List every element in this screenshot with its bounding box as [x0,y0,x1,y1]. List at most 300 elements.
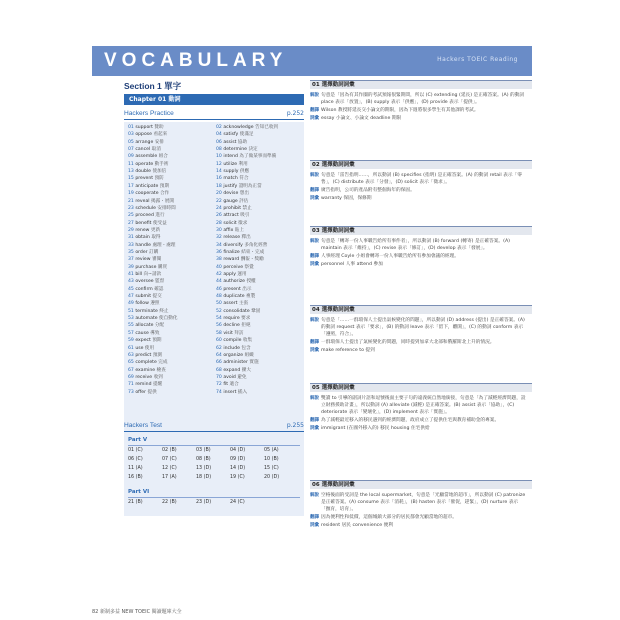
item-word: apply [223,272,238,277]
item-meaning: 監督 [155,279,165,285]
item-word: cancel [135,147,152,153]
item-word: allocate [135,323,155,329]
item-number: 16 [216,176,224,182]
item-number: 48 [216,294,224,300]
practice-item [216,176,249,182]
item-meaning: 為了做某事而準備 [239,154,277,160]
test-heading [124,422,304,432]
practice-item [128,140,164,146]
item-number: 44 [216,279,224,285]
item-meaning: 包含 [241,345,251,351]
item-word: assemble [135,154,159,160]
chapter-bar: Chapter 01 動詞 [124,94,304,105]
item-meaning: 插入 [237,389,248,395]
practice-item [128,176,164,182]
item-word: insert [223,389,238,395]
practice-item [216,199,248,205]
vocab-tag: 詞彙 [310,262,319,267]
practice-item [128,272,161,278]
part5-divider [128,445,300,446]
item-word: include [223,345,242,351]
item-number: 38 [216,257,224,263]
item-number: 65 [128,360,136,366]
item-number: 53 [128,316,136,322]
item-meaning: 擴大 [241,367,251,373]
item-word: duplicate [223,294,247,300]
item-word: attract [223,213,241,219]
practice-item [128,243,175,249]
item-number: 31 [128,235,136,241]
practice-item [128,213,165,219]
item-meaning: 拜訪 [234,330,244,336]
item-word: obtain [135,235,152,241]
practice-item [216,390,247,396]
practice-item [216,132,254,138]
item-meaning: 要求 [241,316,251,322]
item-number: 17 [128,183,136,189]
item-meaning: 使受益 [152,220,167,226]
item-meaning: 適合 [229,382,239,388]
item-word: determine [223,147,249,153]
vocab-tag: 詞彙 [310,426,319,431]
item-word: match [223,176,240,182]
practice-item [216,279,256,285]
part5-answer: 17 (A) [162,475,177,480]
translation-text: 人事經理 Coyle 小姐會轉寄一份人事職告給所有參加會議的經理。 [321,254,459,259]
vocab-text: personnel 人事 attend 參加 [321,262,383,267]
practice-item [128,206,176,212]
item-number: 22 [216,198,224,204]
item-number: 27 [128,220,136,226]
explanation-text: 雙讀 to 引導的副詞片語和逗號後面主要子句的遠義統自然地銜接，句意是「為了減輕經濟問題，設立財務援助計畫」，所以動詞 (A) alleviate (減輕) 是正確答案。(B) assist 表示「協助」，(C) deteriorate 表示「變壞化」，(D) implement 表示「實施」。 [321,396,526,415]
item-word: finalize [223,249,242,255]
practice-item [216,323,251,329]
item-word: support [135,125,155,130]
item-meaning: 收集 [242,338,253,344]
item-word: acknowledge [223,125,256,130]
explanation-text: 空格後面的受詞是 the local supermarket，句意是「光顧當地的超市」，所以動詞 (C) patronize 是正確答案。(A) consume 表示「消耗」，(B) hasten 表示「催促，趕緊」，(D) nurture 表示「撫育，培育」。 [321,493,526,512]
item-word: reward [223,257,241,263]
item-number: 40 [216,264,224,270]
vocab-tag: 詞彙 [310,196,319,201]
item-word: confirm [135,286,155,292]
page-footer: 82 新制多益 NEW TOEIC 閱讀題庫大全 [92,609,182,615]
item-word: affix [223,227,235,233]
item-meaning: 吸引 [240,213,250,219]
item-word: perceive [223,264,245,270]
item-meaning: 使自動化 [159,316,178,322]
explanation-tag: 解說 [310,493,319,498]
explanation-tag: 解說 [310,239,319,244]
item-meaning: 提醒 [152,382,163,388]
item-meaning: 主張 [238,301,249,307]
item-word: satisfy [223,132,240,138]
practice-item [216,154,276,160]
item-word: authorize [223,279,247,285]
item-meaning: 檢查 [156,367,166,373]
practice-item [216,147,258,153]
item-meaning: 向~請款 [143,272,162,277]
question-heading: 02 選擇動詞詞彙 [310,160,532,169]
part6-answer: 21 (B) [128,500,143,505]
item-word: avoid [223,374,238,380]
item-word: consolidate [223,308,252,314]
practice-item [216,375,247,381]
item-word: remind [135,382,153,388]
item-number: 25 [128,213,136,219]
practice-item [216,309,260,315]
item-number: 60 [216,338,224,344]
practice-answer-box [124,122,304,468]
item-number: 03 [128,132,136,138]
item-word: assert [223,301,239,307]
part5-answer: 09 (D) [230,457,246,462]
practice-item [216,243,267,249]
item-word: utilize [223,161,239,167]
item-number: 68 [216,367,224,373]
practice-item [128,294,162,300]
practice-item [216,169,249,175]
translation-tag: 翻譯 [310,188,319,193]
item-meaning: 禁止 [242,205,252,211]
item-meaning: 遵照 [150,301,160,307]
item-number: 73 [128,389,136,395]
item-meaning: 授權 [246,279,256,285]
practice-item [128,323,164,329]
practice-page: p.252 [286,110,304,117]
item-meaning: 運用 [237,272,247,277]
item-number: 29 [128,227,136,233]
question-heading: 05 選擇動詞詞彙 [310,383,532,392]
item-word: predict [135,352,153,358]
item-meaning: 預防 [154,176,164,182]
item-meaning: 取得 [151,235,161,241]
part6-answer: 24 (C) [230,500,245,505]
part6-answer: 22 (B) [162,500,177,505]
item-word: oversee [135,279,156,285]
practice-heading [124,110,304,120]
item-meaning: 告知已收到 [255,125,278,130]
item-number: 32 [216,235,224,241]
item-word: justify [223,183,239,189]
practice-item [128,375,163,381]
item-meaning: 動手術 [154,161,169,167]
explanation-tag: 解說 [310,173,319,178]
item-word: solicit [223,220,239,226]
item-number: 51 [128,308,136,314]
translation-text: 為了減輕最近移入的移民遇到的經濟問題，政府成立了提供住宅與教育補助金的專案。 [321,418,500,423]
item-meaning: 符合 [239,176,249,182]
part5-answer: 15 (C) [264,466,279,471]
explanation-tag: 解說 [310,396,319,401]
part5-answer: 04 (D) [230,448,246,453]
item-meaning: 徵求 [238,220,248,226]
test-answer-box [124,434,304,516]
practice-item [128,169,166,175]
item-number: 24 [216,205,224,211]
header-subtitle: Hackers TOEIC Reading [437,56,518,63]
practice-item [128,147,161,153]
item-word: examine [135,367,157,373]
item-number: 50 [216,301,224,307]
part5-answer: 12 (C) [162,466,177,471]
item-meaning: 供應 [239,169,250,175]
part5-answer: 10 (B) [264,457,279,462]
item-number: 58 [216,330,224,336]
item-number: 05 [128,139,136,145]
item-meaning: 合作 [160,191,170,197]
question-heading: 04 選擇動詞詞彙 [310,305,532,314]
item-word: intend [223,154,240,160]
practice-item [128,235,161,241]
item-word: cause [135,330,151,336]
question-heading: 01 選擇動詞詞彙 [310,80,532,89]
item-meaning: 訂購 [149,249,159,255]
item-word: diversify [223,242,245,248]
item-word: offer [135,389,148,395]
item-word: benefit [135,220,153,226]
item-word: administer [223,360,250,366]
part6-divider [128,497,300,498]
item-word: submit [135,294,153,300]
practice-item [216,235,251,241]
item-number: 54 [216,316,224,322]
practice-item [216,346,251,352]
item-word: devise [223,191,240,197]
item-number: 34 [216,242,224,248]
practice-item [216,272,247,278]
item-meaning: 完成 [158,360,168,366]
section-title: Section 1 單字 [124,81,182,91]
practice-item [128,162,168,168]
item-number: 57 [128,330,136,336]
item-word: anticipate [135,183,160,189]
item-word: arrange [135,139,155,145]
item-word: visit [223,330,235,336]
part5-answer: 02 (B) [162,448,177,453]
item-meaning: 複製 [246,294,256,300]
item-number: 07 [128,147,136,153]
item-number: 33 [128,242,136,248]
item-meaning: 贊助 [154,125,164,130]
part5-answer: 03 (B) [196,448,211,453]
practice-item [216,360,259,366]
practice-item [128,257,161,263]
item-meaning: 進行 [155,213,165,219]
practice-item [128,287,163,293]
item-number: 30 [216,227,224,233]
translation-tag: 翻譯 [310,108,319,113]
translation-text: 因為便利性和低價，這個城鎮大部分的居民都會光顧當地的超市。 [321,515,457,520]
item-word: purchase [135,264,158,270]
item-number: 28 [216,220,224,226]
item-meaning: 提交 [152,294,162,300]
item-word: expand [223,367,242,373]
item-meaning: 處理・處理 [152,242,176,248]
item-meaning: 使加倍 [152,169,167,175]
part5-answer: 01 (C) [128,448,143,453]
item-number: 70 [216,374,224,380]
practice-item [128,346,154,352]
item-number: 01 [128,125,136,130]
item-word: use [135,345,145,351]
part5-answer: 05 (A) [264,448,279,453]
item-word: present [223,286,243,292]
item-number: 39 [128,264,136,270]
practice-item [216,140,247,146]
part6-answer: 23 (D) [196,500,212,505]
item-meaning: 利用 [238,161,248,167]
practice-item [128,228,160,234]
practice-item [216,221,247,227]
item-meaning: 證明為正當 [238,183,262,189]
item-meaning: 釋出 [241,235,251,241]
part5-answer: 13 (D) [196,466,212,471]
item-number: 47 [128,294,136,300]
part5-answer: 14 (D) [230,466,246,471]
item-word: reveal [135,198,152,204]
translation-tag: 翻譯 [310,515,319,520]
vocab-text: resident 居民 convenience 便利 [321,523,394,528]
item-meaning: 分配 [154,323,165,329]
item-number: 18 [216,183,224,189]
practice-item [128,221,167,227]
item-number: 04 [216,132,224,138]
practice-item [216,250,264,256]
item-word: follow [135,301,151,307]
item-number: 23 [128,205,136,211]
practice-item [216,191,249,197]
practice-item [128,390,157,396]
item-number: 06 [216,139,224,145]
question-heading: 03 選擇動詞詞彙 [310,226,532,235]
item-number: 74 [216,389,224,395]
item-number: 66 [216,360,224,366]
item-number: 02 [216,125,224,130]
item-word: schedule [135,205,158,211]
vocab-tag: 詞彙 [310,523,319,528]
item-word: cooperate [135,191,160,197]
item-meaning: 協助 [237,139,248,145]
item-word: review [135,257,152,263]
part5-answer: 16 (B) [128,475,143,480]
item-number: 35 [128,249,136,255]
practice-item [216,206,252,212]
item-word: terminate [135,308,160,314]
item-number: 67 [128,367,136,373]
practice-item [216,287,251,293]
practice-item [216,125,278,131]
practice-item [216,316,250,322]
practice-item [128,368,166,374]
item-meaning: 使滿足 [239,132,254,138]
item-number: 42 [216,272,224,277]
item-meaning: 預期 [159,183,169,189]
practice-item [128,382,162,388]
item-word: fit [223,382,230,388]
translation-tag: 翻譯 [310,340,319,345]
practice-item [216,257,264,263]
header-title: VOCABULARY [104,50,288,71]
practice-item [128,265,167,271]
item-meaning: 實施 [249,360,259,366]
explanation-text: 句意是「雷告指明……，所以動詞 (B) specifies (指明) 是正確答案。(A) 的動詞 retail 表示「零售」，(C) distribute 表示「分發」，(D) solicit 表示「徵求」。 [321,173,522,185]
item-meaning: 預測 [152,352,163,358]
item-number: 62 [216,345,224,351]
item-number: 72 [216,382,224,388]
item-meaning: 出示 [242,286,252,292]
item-meaning: 安排 [154,139,164,145]
item-meaning: 導致 [150,330,160,336]
item-number: 14 [216,169,224,175]
item-meaning: 預期 [152,338,162,344]
practice-item [128,125,164,131]
item-meaning: 避免 [237,374,247,380]
practice-item [128,301,160,307]
part5-title: Part V [128,437,148,443]
item-word: assist [223,139,238,145]
part5-answer: 20 (D) [264,475,280,480]
explanation-text: 句意是「……一群環保人士提出氣候變化的問題」，所以動詞 (D) address (提出) 是正確答案。(A) 的動詞 request 表示「要求」，(B) 的動詞 leave 表示「留下，離開」，(C) 的動詞 conform 表示「遵照，符合」。 [321,318,525,337]
practice-item [128,154,168,160]
practice-item [216,228,244,234]
practice-item [216,265,254,271]
part6-title: Part VI [128,489,150,495]
item-number: 63 [128,352,136,358]
item-number: 36 [216,249,224,255]
item-word: gauge [223,198,240,204]
item-number: 10 [216,154,224,160]
item-word: supply [223,169,240,175]
practice-item [216,294,255,300]
item-meaning: 看起來 [153,132,168,138]
practice-item [216,184,262,190]
practice-item [128,331,159,337]
item-word: handle [135,242,153,248]
item-number: 56 [216,323,224,329]
part5-answer: 07 (C) [162,457,177,462]
practice-item [216,301,248,307]
explanation-text: 句意是「轉寄一份人事職告給所有事件者」，所以動詞 (B) forward (轉寄) 是正確答案。(A) maintain 表示「維持」，(C) revise 表示「修訂」，(D) develop 表示「發展」。 [321,239,510,251]
item-number: 09 [128,154,136,160]
item-number: 59 [128,338,136,344]
item-number: 08 [216,147,224,153]
translation-text: 一群環保人士提出了氣候變化的問題，同時提到加拿大北部和俄羅斯北上升的情況。 [321,340,495,345]
item-meaning: 使用 [144,345,155,351]
test-page: p.255 [286,422,304,429]
item-meaning: 取消 [151,147,161,153]
item-word: compile [223,338,243,344]
item-word: operate [135,161,155,167]
item-word: require [223,316,242,322]
vocab-text: warranty 保固，保修期 [321,196,372,201]
item-number: 26 [216,213,224,219]
practice-item [216,162,248,168]
practice-item [216,382,239,388]
vocab-tag: 詞彙 [310,116,319,121]
item-number: 11 [128,161,136,167]
item-word: receive [135,374,154,380]
item-meaning: 決定 [248,147,258,153]
translation-tag: 翻譯 [310,418,319,423]
item-word: prohibit [223,205,243,211]
item-number: 55 [128,323,136,329]
vocab-text: make reference to 提到 [321,348,375,353]
translation-tag: 翻譯 [310,254,319,259]
practice-item [128,250,158,256]
item-number: 46 [216,286,224,292]
item-number: 69 [128,374,136,380]
